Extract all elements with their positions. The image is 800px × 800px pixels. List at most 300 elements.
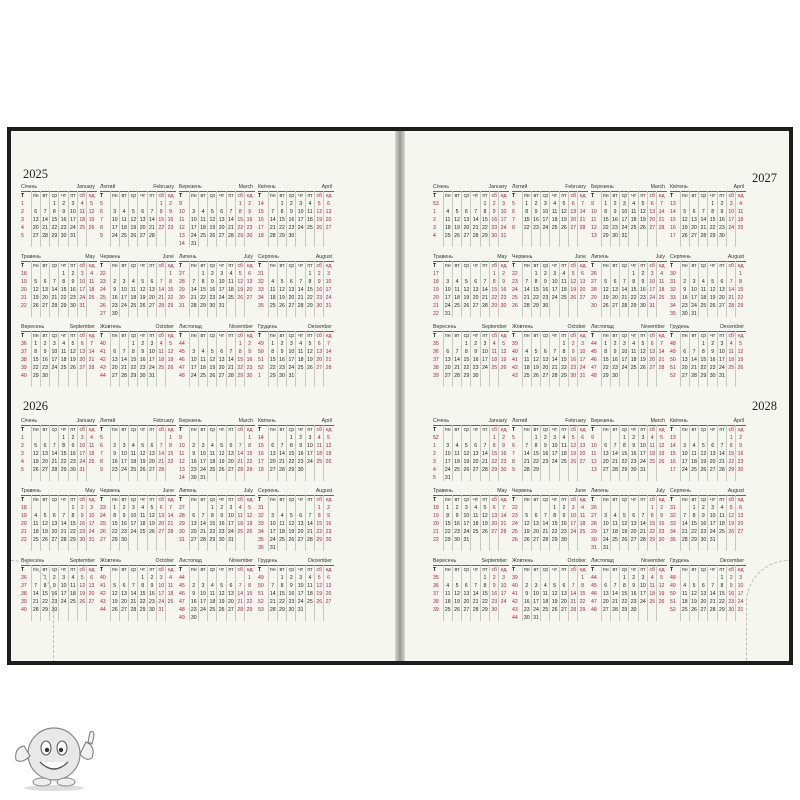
weekday-header: вт <box>533 567 539 573</box>
weekday-header: чт <box>473 427 479 433</box>
day-cell: 17 <box>533 599 539 605</box>
weekday-header: нд <box>246 263 253 269</box>
day-cell: 29 <box>602 373 609 379</box>
book-gutter <box>395 131 405 661</box>
day-cell: 5 <box>562 201 566 207</box>
day-cell: 25 <box>228 295 234 301</box>
weekday-header: пт <box>640 333 646 339</box>
day-cell: 9 <box>455 513 459 519</box>
day-cell: 26 <box>561 225 567 231</box>
day-cell: 6 <box>701 583 705 589</box>
day-cell: 26 <box>691 607 697 613</box>
day-cell: 16 <box>190 459 197 465</box>
day-cell: 11 <box>167 583 174 589</box>
weekday-header: нд <box>658 497 665 503</box>
month-header <box>21 557 97 565</box>
day-cell: 20 <box>542 365 549 371</box>
day-cell: 27 <box>297 537 304 543</box>
day-cell: 19 <box>42 529 48 535</box>
week-number: 5 <box>21 467 24 473</box>
weekday-header: ср <box>288 263 295 269</box>
week-header: Т <box>21 193 25 199</box>
day-cell: 25 <box>700 303 707 309</box>
day-cell: 26 <box>279 303 285 309</box>
day-cell: 16 <box>523 599 530 605</box>
day-cell: 19 <box>307 357 313 363</box>
day-cell: 22 <box>551 529 558 535</box>
day-cell: 14 <box>472 591 479 597</box>
day-cell: 22 <box>60 295 67 301</box>
day-cell: 9 <box>141 349 145 355</box>
weekday-header: вт <box>200 333 206 339</box>
day-cell: 16 <box>700 521 707 527</box>
weekday-header: пн <box>269 427 276 433</box>
day-cell: 1 <box>632 271 636 277</box>
day-cell: 9 <box>502 279 505 285</box>
weekday-header: пн <box>269 333 276 339</box>
day-cell: 21 <box>612 599 618 605</box>
week-number: 2 <box>21 209 24 215</box>
day-cell: 8 <box>692 513 696 519</box>
day-cell: 18 <box>691 459 697 465</box>
day-cell: 4 <box>210 583 214 589</box>
day-cell: 24 <box>158 599 165 605</box>
day-cell: 22 <box>561 365 567 371</box>
day-cell: 29 <box>533 303 539 309</box>
weekday-header: сб <box>79 497 86 503</box>
day-cell: 8 <box>280 583 284 589</box>
weekday-header: пт <box>561 497 567 503</box>
day-cell: 1 <box>280 201 284 207</box>
weekday-header: пт <box>307 427 313 433</box>
week-number: 37 <box>433 591 439 597</box>
weekday-header: нд <box>246 193 253 199</box>
week-number: 39 <box>433 607 439 613</box>
day-cell: 24 <box>79 295 86 301</box>
day-cell: 4 <box>169 575 172 581</box>
day-cell: 3 <box>650 271 654 277</box>
day-cell: 2 <box>683 279 687 285</box>
week-number: 6 <box>100 443 103 449</box>
month-header <box>258 253 334 261</box>
day-cell: 4 <box>650 575 654 581</box>
day-cell: 17 <box>307 451 313 457</box>
day-cell: 7 <box>571 583 575 589</box>
day-cell: 20 <box>709 459 716 465</box>
day-cell: 3 <box>80 271 84 277</box>
day-cell: 15 <box>60 451 67 457</box>
day-cell: 28 <box>482 303 488 309</box>
day-cell: 28 <box>130 607 137 613</box>
week-number: 31 <box>591 545 597 551</box>
day-cell: 15 <box>602 357 609 363</box>
day-cell: 27 <box>246 295 253 301</box>
day-cell: 15 <box>246 591 253 597</box>
month-name-uk: Лютий <box>100 418 116 424</box>
week-number: 27 <box>179 271 185 277</box>
week-number: 47 <box>591 365 597 371</box>
day-cell: 25 <box>728 365 735 371</box>
day-cell: 23 <box>218 529 225 535</box>
day-cell: 8 <box>464 349 468 355</box>
weekday-header: пт <box>719 263 725 269</box>
month-header <box>179 557 255 565</box>
day-cell: 3 <box>131 505 135 511</box>
day-cell: 30 <box>42 373 48 379</box>
day-cell: 2 <box>455 505 459 511</box>
month-name-en: November <box>229 558 253 564</box>
week-number: 10 <box>591 443 597 449</box>
weekday-header: пн <box>190 193 197 199</box>
weekday-header: чт <box>61 427 67 433</box>
day-cell: 28 <box>523 467 530 473</box>
month-may <box>433 253 509 317</box>
week-number: 3 <box>433 225 436 231</box>
weekday-header: пт <box>482 263 488 269</box>
week-number: 37 <box>433 357 439 363</box>
day-cell: 2 <box>122 505 126 511</box>
weekday-header: чт <box>631 497 637 503</box>
day-cell: 18 <box>158 357 165 363</box>
weekday-header: нд <box>737 567 744 573</box>
day-cell: 27 <box>218 373 225 379</box>
day-cell: 4 <box>701 279 705 285</box>
day-cell: 15 <box>621 451 628 457</box>
day-cell: 22 <box>237 365 244 371</box>
week-number: 39 <box>433 373 439 379</box>
day-cell: 18 <box>279 529 285 535</box>
day-cell: 21 <box>482 459 488 465</box>
day-cell: 28 <box>190 303 197 309</box>
day-cell: 11 <box>209 451 216 457</box>
day-cell: 23 <box>51 599 58 605</box>
weekday-header: ср <box>209 333 216 339</box>
week-header: Т <box>100 427 104 433</box>
day-cell: 26 <box>500 365 507 371</box>
month-name-en: August <box>315 254 332 260</box>
month-name-uk: Лютий <box>512 184 528 190</box>
month-header <box>258 323 334 331</box>
weekday-header: пн <box>681 427 688 433</box>
day-cell: 15 <box>158 217 165 223</box>
day-cell: 25 <box>88 295 95 301</box>
day-cell: 15 <box>51 217 58 223</box>
smiling-mascot-icon <box>8 718 100 792</box>
day-cell: 1 <box>729 435 733 441</box>
month-name-en: September <box>481 558 507 564</box>
day-cell: 14 <box>709 591 716 597</box>
day-cell: 30 <box>79 537 86 543</box>
day-cell: 15 <box>728 451 735 457</box>
weekday-header: сб <box>316 333 323 339</box>
week-number: 46 <box>179 357 185 363</box>
day-cell: 11 <box>472 513 479 519</box>
day-cell: 12 <box>209 217 216 223</box>
day-cell: 10 <box>602 521 609 527</box>
weekday-header: пн <box>32 567 39 573</box>
week-header: Т <box>21 263 25 269</box>
day-cell: 2 <box>113 443 117 449</box>
week-header: Т <box>512 427 516 433</box>
day-cell: 17 <box>500 217 507 223</box>
week-number: 30 <box>670 271 676 277</box>
day-cell: 26 <box>167 365 174 371</box>
day-cell: 21 <box>691 365 697 371</box>
day-cell: 24 <box>551 295 558 301</box>
month-march <box>591 417 667 481</box>
day-cell: 25 <box>444 607 451 613</box>
weekday-header: пт <box>149 263 155 269</box>
day-cell: 14 <box>130 591 137 597</box>
day-cell: 31 <box>297 607 304 613</box>
day-cell: 4 <box>632 201 636 207</box>
day-cell: 7 <box>660 341 663 347</box>
day-cell: 2 <box>62 201 66 207</box>
day-cell: 16 <box>60 217 67 223</box>
weekday-header: пт <box>482 427 488 433</box>
day-cell: 1 <box>534 271 538 277</box>
weekday-header: вт <box>279 567 285 573</box>
day-cell: 15 <box>561 357 567 363</box>
day-cell: 13 <box>111 357 118 363</box>
weekday-header: пт <box>640 193 646 199</box>
weekday-header: чт <box>710 567 716 573</box>
day-cell: 21 <box>728 295 735 301</box>
day-cell: 30 <box>454 537 460 543</box>
day-cell: 30 <box>139 373 146 379</box>
day-cell: 8 <box>711 209 715 215</box>
weekday-header: пт <box>149 427 155 433</box>
week-number: 35 <box>433 575 439 581</box>
day-cell: 20 <box>561 599 567 605</box>
week-number: 4 <box>433 233 436 239</box>
weekday-header: чт <box>61 193 67 199</box>
weekday-header: ср <box>130 427 137 433</box>
day-cell: 28 <box>719 467 725 473</box>
day-cell: 1 <box>739 271 742 277</box>
day-cell: 25 <box>561 459 567 465</box>
month-january <box>433 183 509 247</box>
day-cell: 20 <box>190 529 197 535</box>
day-cell: 23 <box>288 225 295 231</box>
weekday-header: вт <box>454 567 460 573</box>
weekday-header: сб <box>728 193 735 199</box>
day-cell: 7 <box>483 443 487 449</box>
day-cell: 27 <box>612 303 618 309</box>
day-cell: 18 <box>658 287 665 293</box>
day-cell: 28 <box>691 373 697 379</box>
day-cell: 18 <box>542 599 549 605</box>
day-cell: 7 <box>525 279 529 285</box>
day-cell: 30 <box>630 607 637 613</box>
day-cell: 17 <box>158 591 165 597</box>
day-cell: 25 <box>719 529 725 535</box>
month-name-en: January <box>76 184 95 190</box>
day-cell: 25 <box>297 365 304 371</box>
day-cell: 12 <box>88 209 95 215</box>
day-cell: 7 <box>692 349 696 355</box>
month-february <box>100 183 176 247</box>
day-cell: 23 <box>70 295 76 301</box>
day-cell: 29 <box>32 373 39 379</box>
day-cell: 29 <box>551 537 558 543</box>
day-cell: 16 <box>79 521 86 527</box>
day-cell: 6 <box>446 349 450 355</box>
week-header: Т <box>258 193 262 199</box>
day-cell: 22 <box>269 365 276 371</box>
week-number: 16 <box>670 459 676 465</box>
day-cell: 27 <box>149 303 155 309</box>
month-header <box>433 323 509 331</box>
week-number: 7 <box>512 451 515 457</box>
weekday-header: чт <box>140 263 146 269</box>
day-cell: 15 <box>288 451 295 457</box>
day-cell: 21 <box>523 459 530 465</box>
day-cell: 15 <box>602 217 609 223</box>
day-cell: 21 <box>681 529 688 535</box>
day-cell: 2 <box>729 575 733 581</box>
day-cell: 19 <box>130 225 137 231</box>
month-header <box>21 417 97 425</box>
day-cell: 6 <box>464 209 468 215</box>
day-cell: 24 <box>200 467 206 473</box>
day-cell: 23 <box>719 225 725 231</box>
day-cell: 21 <box>121 365 127 371</box>
weekday-header: чт <box>219 193 225 199</box>
day-cell: 26 <box>570 459 577 465</box>
week-header: Т <box>591 263 595 269</box>
day-cell: 5 <box>739 341 742 347</box>
day-cell: 25 <box>307 225 313 231</box>
day-cell: 2 <box>660 505 663 511</box>
day-cell: 24 <box>228 529 234 535</box>
day-cell: 1 <box>34 341 38 347</box>
day-cell: 20 <box>325 591 332 597</box>
month-name-uk: Серпень <box>670 254 691 260</box>
week-header: Т <box>670 497 674 503</box>
weekday-header: пн <box>32 333 39 339</box>
day-cell: 8 <box>446 513 450 519</box>
week-number: 25 <box>512 295 518 301</box>
day-cell: 20 <box>79 357 86 363</box>
day-cell: 4 <box>562 435 566 441</box>
day-cell: 29 <box>42 607 48 613</box>
day-cell: 12 <box>316 209 323 215</box>
day-cell: 17 <box>111 225 118 231</box>
weekday-header: нд <box>325 333 332 339</box>
day-cell: 20 <box>139 225 146 231</box>
day-cell: 27 <box>228 607 234 613</box>
day-cell: 7 <box>308 513 312 519</box>
day-cell: 21 <box>500 521 507 527</box>
day-cell: 12 <box>621 521 628 527</box>
day-cell: 7 <box>543 513 547 519</box>
day-cell: 20 <box>325 217 332 223</box>
day-cell: 9 <box>474 349 478 355</box>
day-cell: 23 <box>246 365 253 371</box>
month-december <box>670 557 746 621</box>
month-name-uk: Квітень <box>258 418 276 424</box>
day-cell: 8 <box>43 583 47 589</box>
day-cell: 21 <box>190 295 197 301</box>
day-cell: 17 <box>709 521 716 527</box>
day-cell: 18 <box>472 521 479 527</box>
week-header: Т <box>433 263 437 269</box>
day-cell: 11 <box>200 217 206 223</box>
weekday-header: вт <box>121 333 127 339</box>
day-cell: 19 <box>167 357 174 363</box>
week-header: Т <box>100 263 104 269</box>
day-cell: 3 <box>159 575 163 581</box>
weekday-header: нд <box>167 497 174 503</box>
weekday-header: ср <box>288 193 295 199</box>
day-cell: 22 <box>130 365 137 371</box>
day-cell: 9 <box>543 443 547 449</box>
weekday-header: пт <box>561 427 567 433</box>
day-cell: 24 <box>602 537 609 543</box>
week-number: 16 <box>258 217 264 223</box>
day-cell: 1 <box>248 575 251 581</box>
month-name-en: September <box>69 558 95 564</box>
month-header <box>21 323 97 331</box>
day-cell: 22 <box>279 225 285 231</box>
day-cell: 13 <box>139 217 146 223</box>
day-cell: 10 <box>570 513 577 519</box>
weekday-header: ср <box>209 263 216 269</box>
day-cell: 26 <box>111 607 118 613</box>
day-cell: 2 <box>474 341 478 347</box>
week-header: Т <box>179 193 183 199</box>
weekday-header: пт <box>561 567 567 573</box>
day-cell: 8 <box>739 279 742 285</box>
day-cell: 30 <box>709 373 716 379</box>
day-cell: 7 <box>122 349 126 355</box>
week-number: 36 <box>433 583 439 589</box>
day-cell: 23 <box>570 365 577 371</box>
day-cell: 24 <box>500 599 507 605</box>
day-cell: 22 <box>523 225 530 231</box>
day-cell: 9 <box>289 209 293 215</box>
day-cell: 17 <box>728 217 735 223</box>
day-cell: 29 <box>139 607 146 613</box>
weekday-header: пн <box>444 193 451 199</box>
day-cell: 29 <box>621 607 628 613</box>
day-cell: 2 <box>327 505 330 511</box>
day-cell: 17 <box>200 599 206 605</box>
day-cell: 16 <box>42 357 48 363</box>
week-number: 15 <box>670 217 676 223</box>
week-number: 49 <box>670 583 676 589</box>
weekday-header: сб <box>649 567 656 573</box>
month-header <box>591 417 667 425</box>
day-cell: 16 <box>719 217 725 223</box>
weekday-header: чт <box>61 497 67 503</box>
week-header: Т <box>258 427 262 433</box>
weekday-header: нд <box>88 427 95 433</box>
day-cell: 23 <box>472 365 479 371</box>
day-cell: 18 <box>579 521 586 527</box>
day-cell: 13 <box>32 217 39 223</box>
weekday-header: ср <box>51 497 58 503</box>
day-cell: 30 <box>523 615 530 621</box>
day-cell: 18 <box>228 287 234 293</box>
day-cell: 22 <box>237 225 244 231</box>
month-january <box>433 417 509 481</box>
weekday-header: чт <box>631 567 637 573</box>
day-cell: 4 <box>131 279 135 285</box>
week-number: 51 <box>258 591 264 597</box>
day-cell: 10 <box>130 513 137 519</box>
